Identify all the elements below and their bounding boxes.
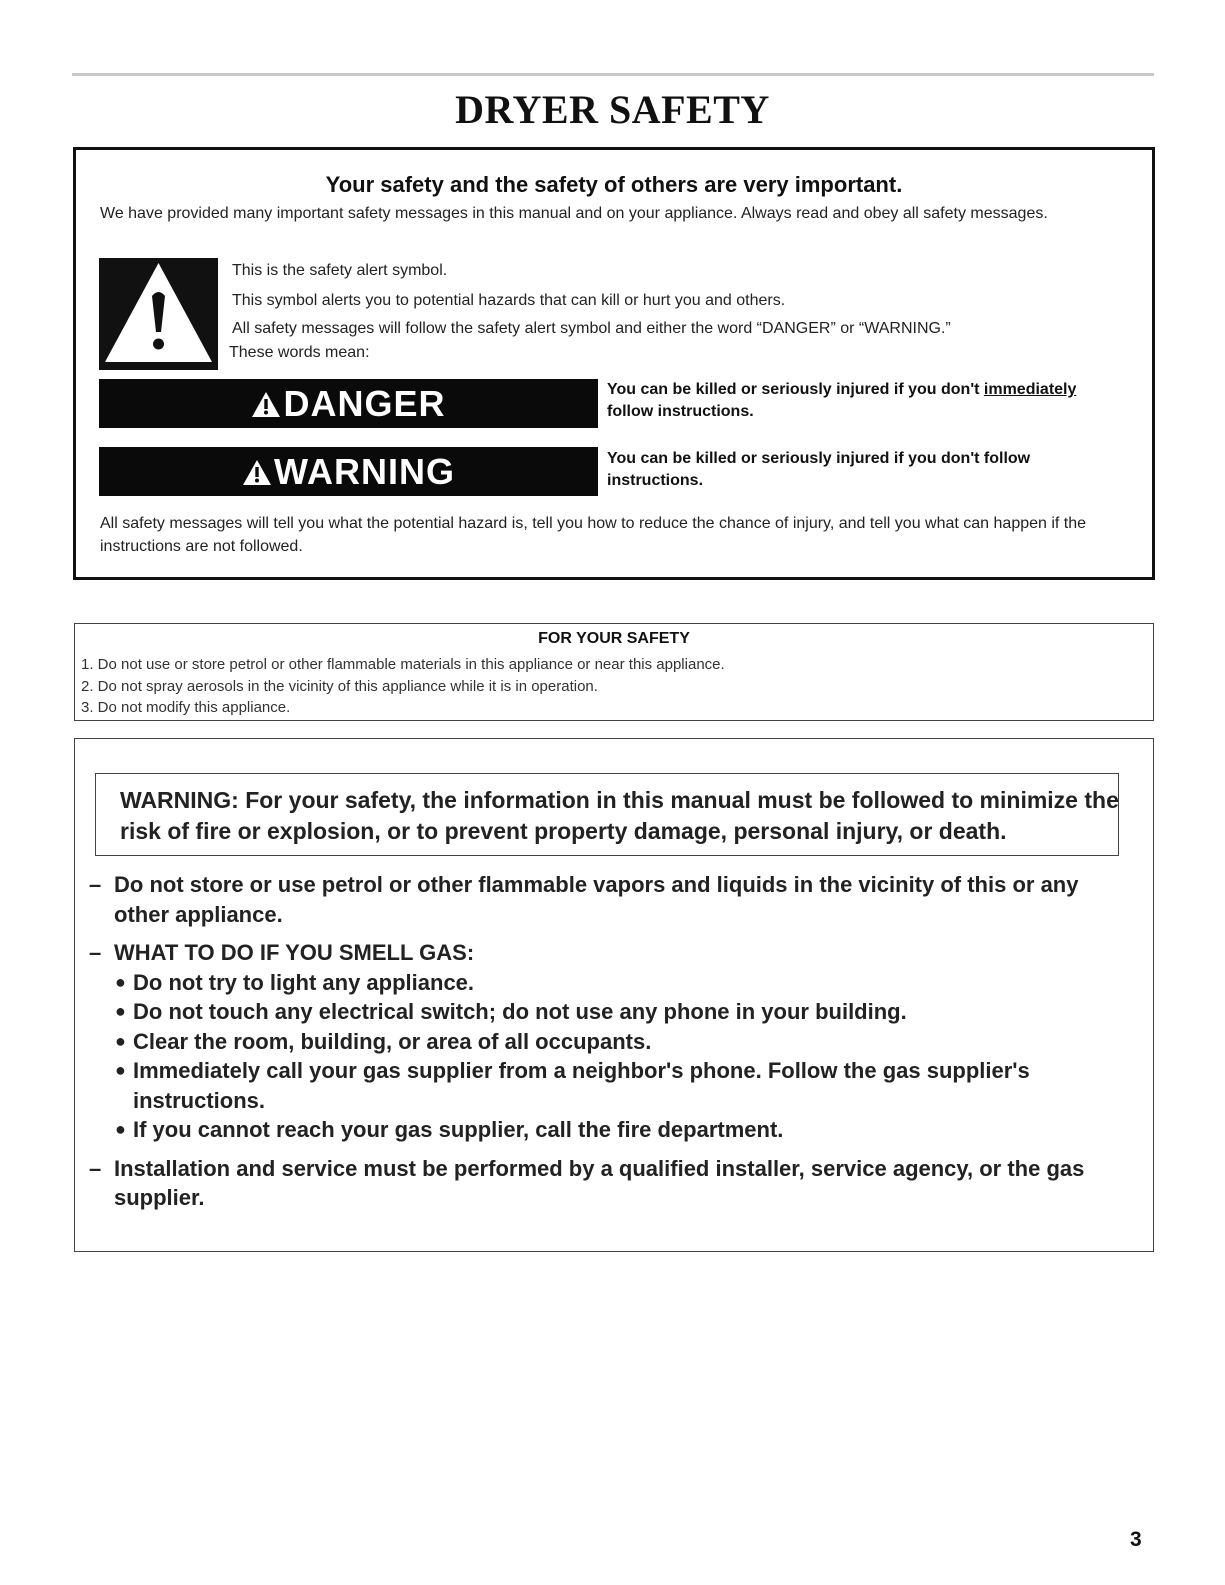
for-your-safety-list [81, 654, 725, 719]
gas-item-flammables [89, 870, 1139, 929]
sub-item-text: Do not touch any electrical switch; do not use any phone in your building. [133, 999, 907, 1024]
gas-item-text: Installation and service must be performed by a qualified installer, service agency, or the gas supplier. [114, 1155, 1085, 1210]
danger-text-emphasis: immediately [983, 381, 1077, 398]
sub-item-text: If you cannot reach your gas supplier, call the fire department. [133, 1117, 784, 1142]
warning-description: You can be killed or seriously injured if you don't follow instructions. [607, 450, 1031, 489]
gas-instructions [89, 870, 1139, 1213]
bullet-icon: ● [115, 1119, 126, 1139]
symbol-line-3: All safety messages will follow the safety alert symbol and either the word “DANGER” or “WARNING.” [232, 320, 951, 337]
for-your-safety-heading: FOR YOUR SAFETY [538, 630, 690, 647]
bullet-icon: ● [115, 1030, 126, 1051]
dash-marker: – [89, 872, 102, 897]
safety-alert-icon [99, 258, 218, 370]
list-item: 2. Do not spray aerosols in the vicinity of this appliance while it is in operation. [81, 677, 598, 695]
sub-item-text: Immediately call your gas supplier from a neighbor's phone. Follow the gas supplier's instructions. [133, 1058, 1030, 1113]
safety-intro-box [73, 147, 1155, 580]
dash-marker: – [89, 940, 102, 965]
bullet-icon: ● [115, 1001, 126, 1021]
gas-item-installation [89, 1154, 1139, 1213]
page-title: DRYER SAFETY [455, 87, 770, 132]
top-rule [72, 73, 1154, 76]
list-item [89, 1056, 1139, 1115]
list-item: 3. Do not modify this appliance. [81, 699, 291, 716]
bullet-icon: ● [115, 1060, 126, 1080]
list-item [89, 1027, 1139, 1057]
warning-label: WARNING [274, 451, 455, 492]
danger-alert-icon [251, 391, 281, 418]
inner-warning-text: WARNING: For your safety, the information in this manual must be followed to minimize the risk of fire or explosion, or to prevent property damage, personal injury, or death. [120, 787, 1119, 844]
sub-item-text: Clear the room, building, or area of all occupants. [133, 1028, 652, 1054]
danger-label: DANGER [283, 383, 446, 424]
gas-item-smell-gas [89, 938, 1139, 968]
dash-marker: – [89, 1155, 102, 1181]
symbol-line-4: These words mean: [229, 344, 370, 361]
bullet-icon: ● [115, 971, 126, 992]
symbol-line-2: This symbol alerts you to potential hazards that can kill or hurt you and others. [232, 292, 786, 309]
page-number: 3 [1130, 1528, 1142, 1551]
list-item [89, 968, 1139, 998]
symbol-line-1: This is the safety alert symbol. [232, 262, 448, 279]
warning-signal-bar [99, 447, 598, 496]
safety-outro-text: All safety messages will tell you what the potential hazard is, tell you how to reduce the chance of injury, and tell you what can happen if the instructions are not followed. [100, 515, 1087, 555]
danger-signal-bar [99, 379, 598, 428]
danger-text-after: follow instructions. [607, 403, 754, 420]
warning-alert-icon [242, 459, 272, 486]
list-item [89, 1115, 1139, 1145]
danger-description [607, 379, 1137, 423]
danger-text-before: You can be killed or seriously injured if you don't [607, 381, 984, 398]
sub-item-text: Do not try to light any appliance. [133, 969, 475, 995]
safety-intro-text: We have provided many important safety messages in this manual and on your appliance. Always read and obey all safety messages. [100, 205, 1048, 222]
inner-warning-box [95, 773, 1119, 856]
gas-warning-box [74, 738, 1154, 1252]
gas-item-text: Do not store or use petrol or other flammable vapors and liquids in the vicinity of this or any other appliance. [114, 872, 1079, 927]
list-item [89, 997, 1139, 1027]
for-your-safety-box [74, 623, 1154, 721]
gas-item-heading: WHAT TO DO IF YOU SMELL GAS: [114, 940, 475, 965]
safety-heading: Your safety and the safety of others are very important. [325, 172, 903, 197]
list-item: 1. Do not use or store petrol or other flammable materials in this appliance or near this appliance. [81, 656, 725, 673]
